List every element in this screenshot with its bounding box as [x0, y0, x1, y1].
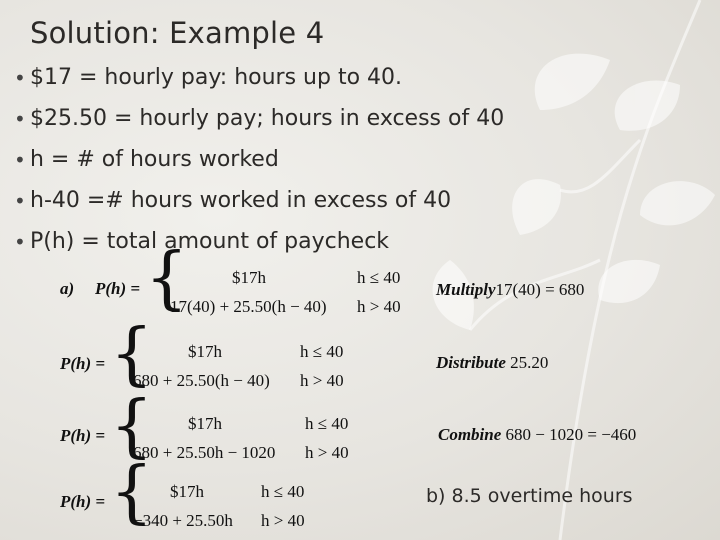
- bullet-text: $17 = hourly pay: hours up to 40.: [30, 65, 403, 90]
- bullet-text: h = # of hours worked: [30, 147, 279, 172]
- case-1-expression: $17h: [188, 414, 222, 433]
- part-a-label: a): [60, 279, 75, 298]
- case-2-expression: 680 + 25.50(h − 40): [133, 371, 270, 390]
- case-1-condition: h ≤ 40: [357, 268, 401, 287]
- case-2-expression: 17(40) + 25.50(h − 40): [170, 297, 327, 316]
- case-1-condition: h ≤ 40: [300, 342, 344, 361]
- case-1-expression: $17h: [232, 268, 266, 287]
- bullet-text: h-40 =# hours worked in excess of 40: [30, 188, 452, 213]
- step-note: [436, 280, 584, 300]
- note-text: 680 − 1020 = −460: [505, 425, 637, 444]
- bullet-dot-icon: •: [14, 230, 26, 254]
- left-brace-icon: {: [145, 239, 189, 318]
- bullet-list: [14, 64, 614, 269]
- bullet-item: [14, 105, 614, 146]
- case-2-condition: h > 40: [357, 297, 401, 316]
- bullet-dot-icon: •: [14, 148, 26, 172]
- note-text: 17(40) = 680: [495, 280, 585, 299]
- bullet-item: [14, 146, 614, 187]
- case-2-condition: h > 40: [300, 371, 344, 390]
- case-1-condition: h ≤ 40: [261, 482, 305, 501]
- case-1-expression: $17h: [170, 482, 204, 501]
- case-2-condition: h > 40: [261, 511, 305, 530]
- case-1-condition: h ≤ 40: [305, 414, 349, 433]
- function-label: P(h) =: [60, 426, 106, 445]
- bullet-dot-icon: •: [14, 107, 26, 131]
- left-brace-icon: {: [110, 453, 154, 532]
- step-note: [438, 425, 636, 445]
- bullet-item: [14, 187, 614, 228]
- case-2-expression: −340 + 25.50h: [133, 511, 233, 530]
- bullet-dot-icon: •: [14, 66, 26, 90]
- slide-title: Solution: Example 4: [30, 16, 325, 50]
- case-2-condition: h > 40: [305, 443, 349, 462]
- bullet-text: P(h) = total amount of paycheck: [30, 229, 390, 254]
- case-2-expression: 680 + 25.50h − 1020: [133, 443, 276, 462]
- bullet-text: $25.50 = hourly pay; hours in excess of 40: [30, 106, 505, 131]
- bullet-item: [14, 228, 614, 269]
- answer-text: b) 8.5 overtime hours: [426, 485, 633, 507]
- left-brace-icon: {: [110, 387, 154, 466]
- function-label: P(h) =: [60, 354, 106, 373]
- note-keyword: Distribute: [436, 353, 506, 372]
- note-keyword: Combine: [438, 425, 502, 444]
- function-label: P(h) =: [60, 492, 106, 511]
- step-note: [436, 353, 548, 373]
- bullet-dot-icon: •: [14, 189, 26, 213]
- bullet-item: [14, 64, 614, 105]
- function-label: P(h) =: [95, 279, 141, 298]
- note-keyword: Multiply: [436, 280, 496, 299]
- left-brace-icon: {: [110, 315, 154, 394]
- note-text: 25.20: [510, 353, 549, 372]
- case-1-expression: $17h: [188, 342, 222, 361]
